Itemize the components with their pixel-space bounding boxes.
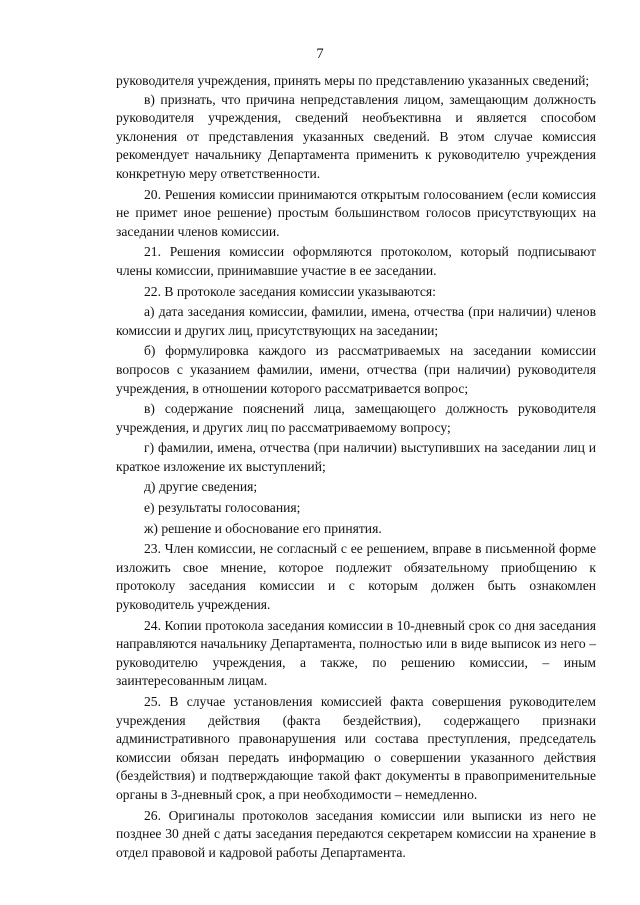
paragraph-22g: г) фамилии, имена, отчества (при наличии) выступивших на заседании лиц и краткое изложение их выступлений; bbox=[116, 440, 596, 474]
paragraph-continuation: руководителя учреждения, принять меры по представлению указанных сведений; bbox=[116, 73, 590, 88]
paragraph-22a: а) дата заседания комиссии, фамилии, имена, отчества (при наличии) членов комиссии и других лиц, присутствующих на заседании; bbox=[116, 304, 596, 338]
paragraph-22b: б) формулировка каждого из рассматриваемых на заседании комиссии вопросов с указанием фамилии, имени, отчества (при наличии) руководителя учреждения, в отношении которого рассматривается вопрос; bbox=[116, 343, 596, 396]
paragraph-22v: в) содержание пояснений лица, замещающего должность руководителя учреждения, и других лиц по рассматриваемому вопросу; bbox=[116, 401, 596, 435]
paragraph-22e: е) результаты голосования; bbox=[144, 500, 301, 516]
paragraph-21: 21. Решения комиссии оформляются протоколом, который подписывают члены комиссии, принимавшие участие в ее заседании. bbox=[116, 244, 596, 278]
paragraph-22: 22. В протоколе заседания комиссии указываются: bbox=[144, 283, 436, 299]
paragraph-23: 23. Член комиссии, не согласный с ее решением, вправе в письменной форме изложить свое мнение, которое подлежит обязательному приобщению к протоколу заседания комиссии и с которым должен быть ознакомлен руководитель учреждения. bbox=[116, 541, 596, 613]
paragraph-20: 20. Решения комиссии принимаются открытым голосованием (если комиссия не примет иное решение) простым большинством голосов присутствующих на заседании членов комиссии. bbox=[116, 186, 596, 239]
paragraph-19v: в) признать, что причина непредставления лицом, замещающим должность руководителя учреждения, сведений необъективна и является способом уклонения от представления указанных сведений. В этом случае комиссия рекомендует начальнику Департамента применить к руководителю учреждения конкретную меру ответственности. bbox=[116, 91, 596, 181]
paragraph-24: 24. Копии протокола заседания комиссии в 10-дневный срок со дня заседания направляются начальнику Департамента, полностью или в виде выписок из него – руководителю учреждения, а также, по решению комиссии, – иным заинтересованным лицам. bbox=[116, 617, 596, 689]
paragraph-26: 26. Оригиналы протоколов заседания комиссии или выписки из него не позднее 30 дней с даты заседания передаются секретарем комиссии на хранение в отдел правовой и кадровой работы Департамента. bbox=[116, 807, 596, 860]
paragraph-22d: д) другие сведения; bbox=[144, 479, 258, 495]
paragraph-22zh: ж) решение и обоснование его принятия. bbox=[144, 520, 382, 536]
paragraph-25: 25. В случае установления комиссией факта совершения руководителем учреждения действия (факта бездействия), содержащего признаки административного правонарушения или состава преступления, председатель комиссии обязан передать информацию о совершении указанного действия (бездействия) и подтверждающие такой факт документы в правоприменительные органы в 3-дневный срок, а при необходимости – немедленно. bbox=[116, 694, 596, 802]
document-body bbox=[116, 72, 596, 862]
page-number: 7 bbox=[316, 46, 324, 62]
